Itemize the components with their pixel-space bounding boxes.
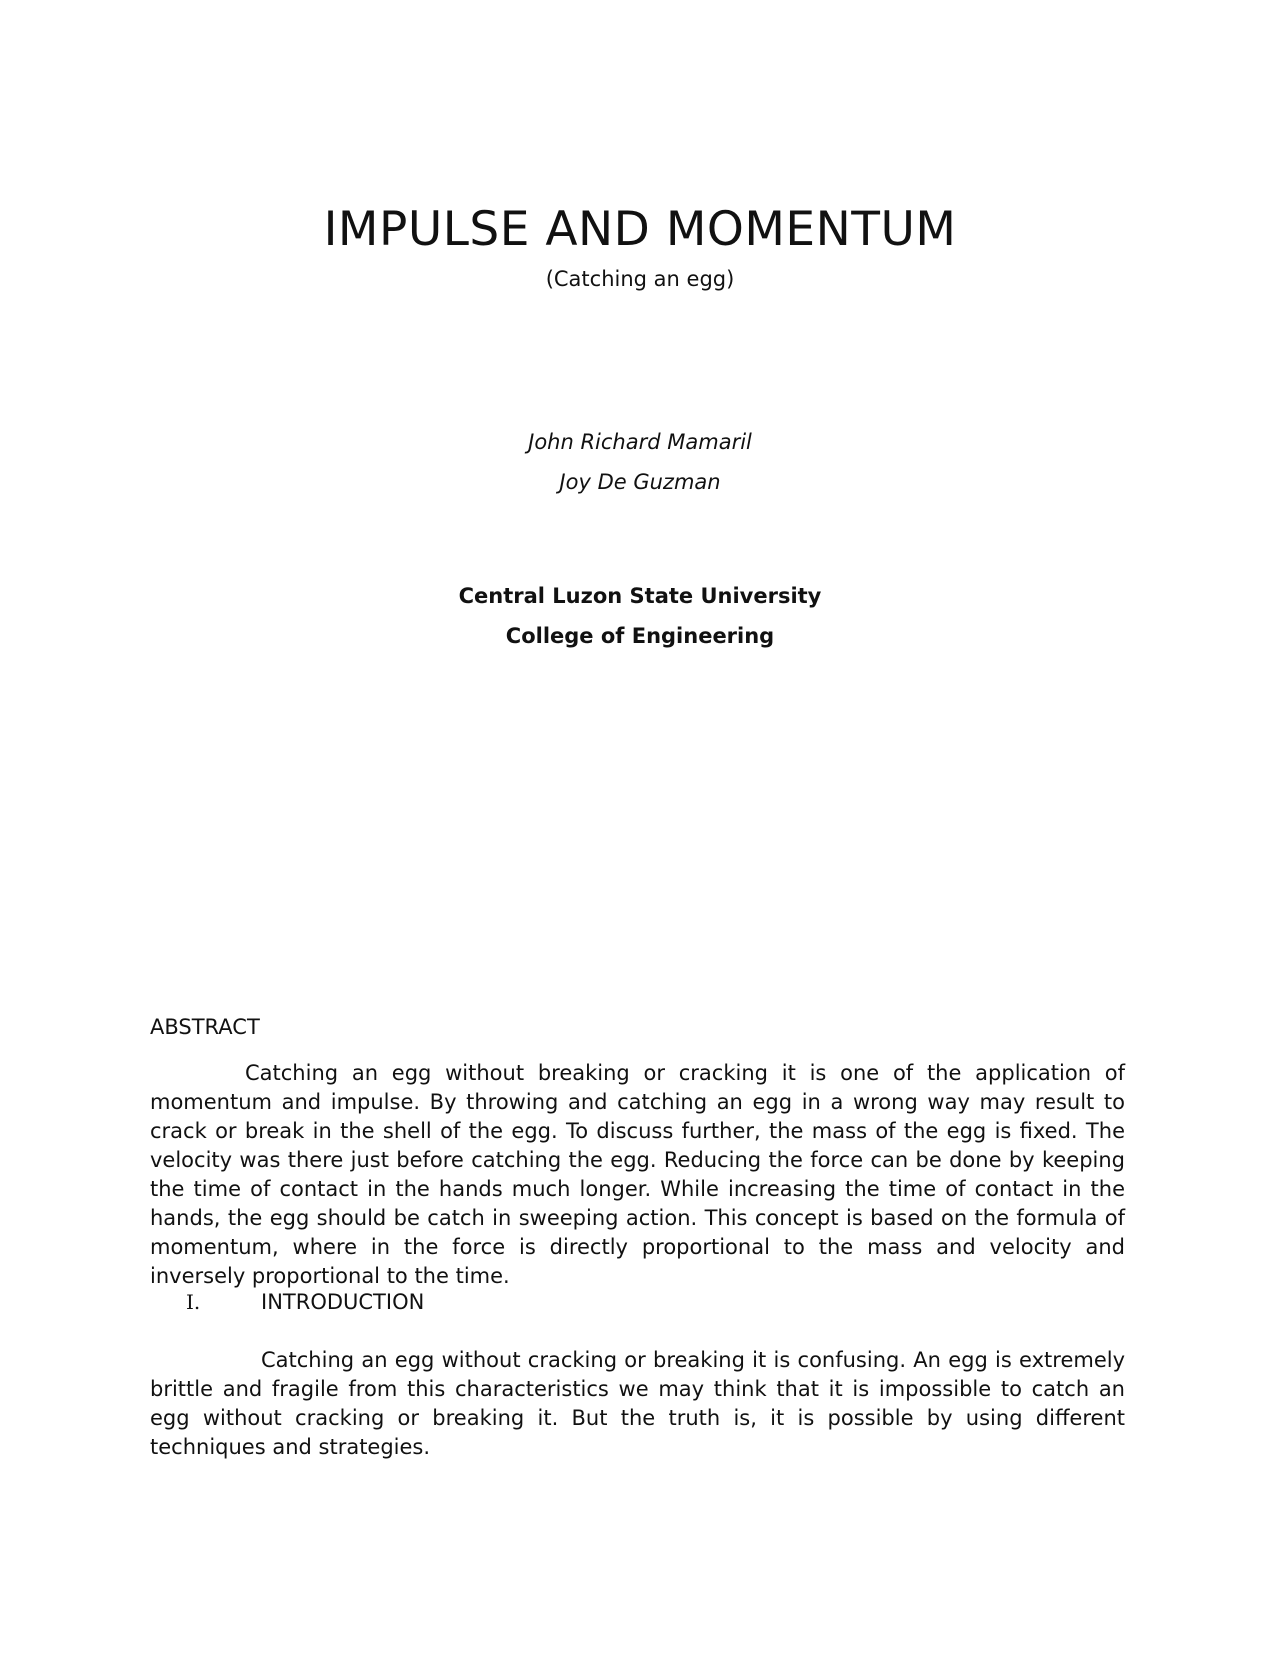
section-heading-introduction bbox=[186, 1288, 424, 1317]
section-number: I. bbox=[186, 1290, 201, 1314]
college-name: College of Engineering bbox=[505, 624, 775, 648]
introduction-text: Catching an egg without cracking or breaking it is confusing. An egg is extremely brittle and fragile from this characteristics we may think that it is impossible to catch an egg without cracking or breaking it. But the truth is, it is possible by using different techniques and strategies. bbox=[150, 1348, 1125, 1459]
abstract-paragraph bbox=[150, 1059, 1125, 1291]
university-name: Central Luzon State University bbox=[458, 584, 822, 608]
paper-title: IMPULSE AND MOMENTUM bbox=[323, 202, 957, 257]
introduction-paragraph bbox=[150, 1346, 1125, 1462]
section-title: INTRODUCTION bbox=[261, 1290, 425, 1314]
abstract-text: Catching an egg without breaking or cracking it is one of the application of momentum and impulse. By throwing and catching an egg in a wrong way may result to crack or break in the shell of the egg. To discuss further, the mass of the egg is fixed. The velocity was there just before catching the egg. Reducing the force can be done by keeping the time of contact in the hands much longer. While increasing the time of contact in the hands, the egg should be catch in sweeping action. This concept is based on the formula of momentum, where in the force is directly proportional to the mass and velocity and inversely proportional to the time. bbox=[150, 1061, 1125, 1288]
paper-subtitle: (Catching an egg) bbox=[545, 267, 735, 291]
author-name: Joy De Guzman bbox=[559, 470, 721, 494]
author-name: John Richard Mamaril bbox=[528, 430, 752, 454]
abstract-heading: ABSTRACT bbox=[150, 1015, 260, 1039]
